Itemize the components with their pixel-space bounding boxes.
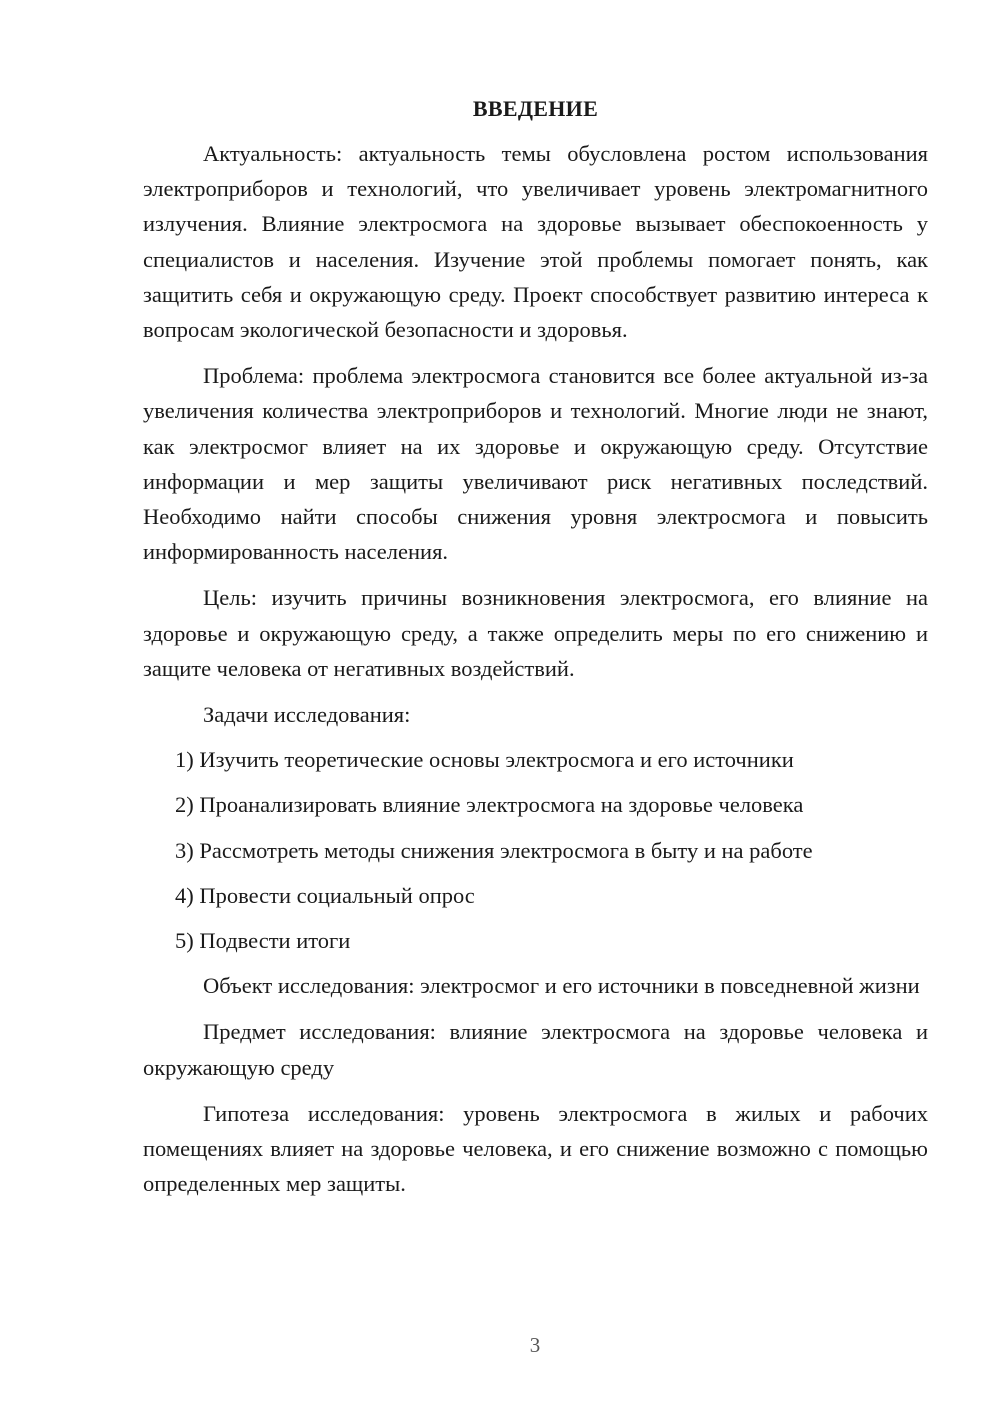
tasks-heading: Задачи исследования: xyxy=(203,702,411,728)
relevance-paragraph: Актуальность: актуальность темы обусловлена ростом использования электроприборов и технологий, что увеличивает уровень электромагнитного излучения. Влияние электросмога на здоровье вызывает обеспокоенность у специалистов и населения. Изучение этой проблемы помогает понять, как защитить себя и окружающую среду. Проект способствует развитию интереса к вопросам экологической безопасности и здоровья. xyxy=(143,141,928,343)
task-item: 3) Рассмотреть методы снижения электросмога в быту и на работе xyxy=(175,837,813,863)
task-item: 4) Провести социальный опрос xyxy=(175,882,475,908)
task-item: 5) Подвести итоги xyxy=(175,928,351,954)
research-hypothesis-paragraph: Гипотеза исследования: уровень электросмога в жилых и рабочих помещениях влияет на здоровье человека, и его снижение возможно с помощью определенных мер защиты. xyxy=(143,1100,928,1197)
tasks-list xyxy=(143,742,928,958)
document-page xyxy=(143,96,928,1212)
goal-paragraph: Цель: изучить причины возникновения электросмога, его влияние на здоровье и окружающую среду, а также определить меры по его снижению и защите человека от негативных воздействий. xyxy=(143,585,928,681)
research-subject-paragraph: Предмет исследования: влияние электросмога на здоровье человека и окружающую среду xyxy=(143,1019,928,1080)
task-item: 2) Проанализировать влияние электросмога на здоровье человека xyxy=(175,792,804,818)
task-item: 1) Изучить теоретические основы электросмога и его источники xyxy=(175,747,794,773)
research-object-paragraph: Объект исследования: электросмог и его источники в повседневной жизни xyxy=(203,973,920,999)
page-number: 3 xyxy=(529,1333,541,1357)
problem-paragraph: Проблема: проблема электросмога становится все более актуальной из-за увеличения количества электроприборов и технологий. Многие люди не знают, как электросмог влияет на их здоровье и окружающую среду. Отсутствие информации и мер защиты увеличивают риск негативных последствий. Необходимо найти способы снижения уровня электросмога и повысить информированность населения. xyxy=(143,363,928,565)
page-title: ВВЕДЕНИЕ xyxy=(472,96,599,121)
